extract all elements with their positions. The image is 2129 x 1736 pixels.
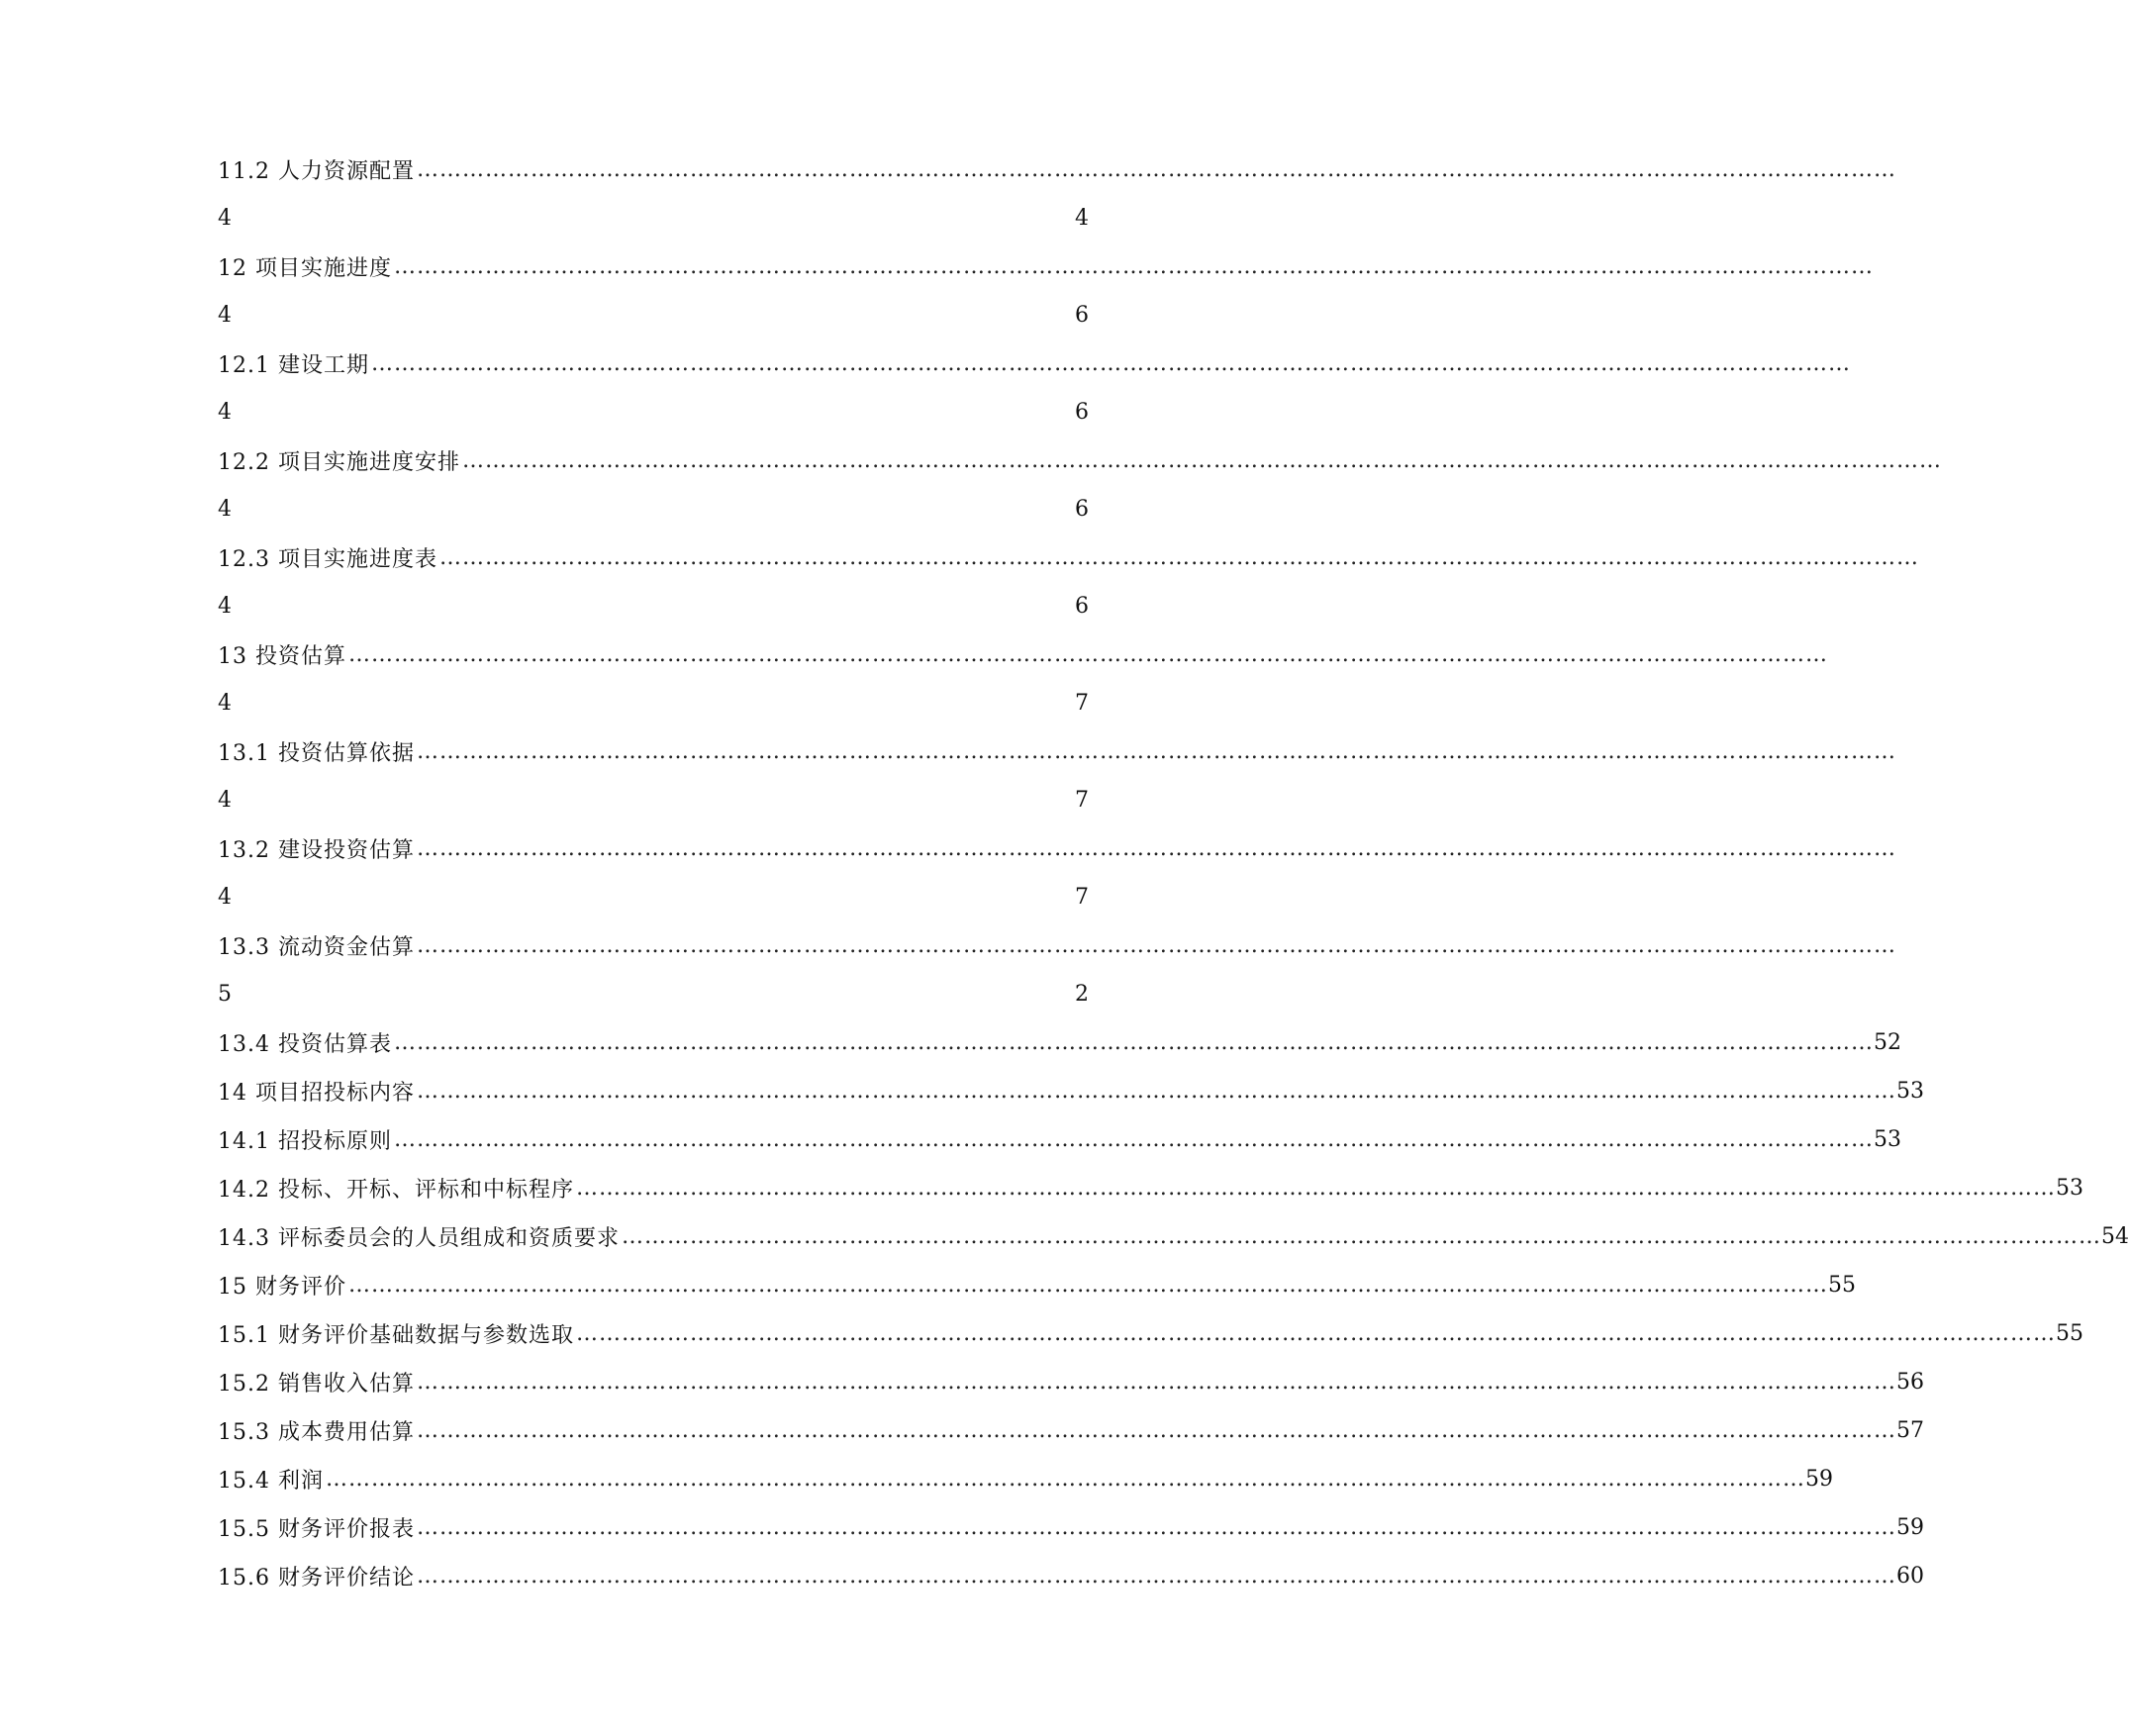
toc-page-digit-left: 4 (218, 594, 232, 619)
toc-page-digit-left: 4 (218, 497, 232, 522)
toc-leader: …………………………………………………………………………………………………………………………………………………………………………… (438, 545, 1919, 570)
toc-title: 13.1 投资估算依据 (218, 741, 415, 766)
toc-page-digit-right: 6 (1075, 497, 1089, 522)
toc-page-number-row (218, 291, 1089, 339)
toc-entry[interactable] (218, 1358, 1924, 1406)
toc-entry-title[interactable] (218, 921, 1896, 970)
toc-leader: …………………………………………………………………………………………………………………………………………………………………………… (417, 1079, 1896, 1104)
toc-title: 12.1 建设工期 (218, 353, 369, 378)
toc-page-number-row (218, 873, 1089, 921)
toc-page-number-row (218, 582, 1089, 630)
toc-entry[interactable] (218, 1309, 2083, 1358)
toc-title: 13.2 建设投资估算 (218, 838, 415, 863)
toc-leader: …………………………………………………………………………………………………………………………………………………………………………… (370, 351, 1851, 376)
toc-page-number: 54 (2100, 1224, 2129, 1249)
toc-page-digit-left: 4 (218, 206, 232, 231)
toc-page-digit-right: 4 (1075, 206, 1089, 231)
toc-entry[interactable] (218, 1552, 1924, 1600)
toc-leader: …………………………………………………………………………………………………………………………………………………………………………… (575, 1176, 2056, 1201)
toc-leader: …………………………………………………………………………………………………………………………………………………………………………… (348, 1273, 1828, 1298)
toc-page-number-row (218, 194, 1089, 242)
toc-leader: …………………………………………………………………………………………………………………………………………………………………………… (575, 1321, 2056, 1346)
toc-entry-title[interactable] (218, 242, 1874, 291)
toc-page-digit-left: 4 (218, 788, 232, 813)
toc-leader: …………………………………………………………………………………………………………………………………………………………………………… (416, 1418, 1896, 1443)
toc-page-digit-left: 4 (218, 885, 232, 910)
toc-page-number: 55 (1828, 1273, 1856, 1298)
toc-title: 15.6 财务评价结论 (218, 1566, 415, 1591)
toc-entry-title[interactable] (218, 824, 1896, 873)
toc-title: 14.2 投标、开标、评标和中标程序 (218, 1178, 574, 1203)
toc-page-number: 57 (1895, 1418, 1924, 1443)
toc-page-number: 55 (2055, 1321, 2083, 1346)
toc-leader: …………………………………………………………………………………………………………………………………………………………………………… (393, 1030, 1874, 1055)
toc-title: 12.2 项目实施进度安排 (218, 450, 460, 475)
toc-entry[interactable] (218, 1164, 2083, 1212)
toc-page-number: 53 (1873, 1127, 1901, 1152)
toc-leader: …………………………………………………………………………………………………………………………………………………………………………… (461, 448, 1942, 473)
toc-leader: …………………………………………………………………………………………………………………………………………………………………………… (393, 1127, 1874, 1152)
toc-page-number: 53 (1896, 1079, 1924, 1104)
toc-entry[interactable] (218, 1261, 1856, 1309)
toc-title: 11.2 人力资源配置 (218, 159, 415, 184)
toc-leader: …………………………………………………………………………………………………………………………………………………………………………… (416, 836, 1896, 861)
toc-page-digit-left: 4 (218, 691, 232, 716)
toc-entry[interactable] (218, 1406, 1924, 1455)
toc-page-number-row (218, 776, 1089, 824)
toc-title: 15.4 利润 (218, 1469, 324, 1494)
toc-title: 15.5 财务评价报表 (218, 1517, 415, 1542)
toc-entry[interactable] (218, 1115, 1901, 1164)
toc-entry[interactable] (218, 1067, 1924, 1115)
toc-title: 15.3 成本费用估算 (218, 1420, 415, 1445)
toc-leader: …………………………………………………………………………………………………………………………………………………………………………… (621, 1224, 2101, 1249)
toc-page-digit-right: 2 (1075, 982, 1089, 1007)
toc-entry[interactable] (218, 1018, 1901, 1067)
toc-page-digit-left: 4 (218, 400, 232, 425)
toc-entry-title[interactable] (218, 145, 1896, 194)
toc-page-digit-right: 7 (1075, 788, 1089, 813)
toc-page-number-row (218, 679, 1089, 727)
toc-page-digit-right: 6 (1075, 594, 1089, 619)
toc-entry-title[interactable] (218, 727, 1896, 776)
table-of-contents (218, 145, 2129, 1600)
toc-page-number: 56 (1895, 1370, 1924, 1395)
toc-page-number: 59 (1804, 1467, 1833, 1492)
toc-entry[interactable] (218, 1212, 2129, 1261)
toc-page-digit-right: 6 (1075, 303, 1089, 328)
toc-title: 15.2 销售收入估算 (218, 1372, 415, 1397)
toc-leader: …………………………………………………………………………………………………………………………………………………………………………… (348, 642, 1828, 667)
toc-page-digit-left: 4 (218, 303, 232, 328)
toc-leader: …………………………………………………………………………………………………………………………………………………………………………… (416, 933, 1896, 958)
toc-page-number-row (218, 970, 1089, 1018)
toc-entry[interactable] (218, 1455, 1833, 1503)
toc-title: 13 投资估算 (218, 644, 346, 669)
toc-title: 15.1 财务评价基础数据与参数选取 (218, 1323, 574, 1348)
toc-leader: …………………………………………………………………………………………………………………………………………………………………………… (416, 739, 1896, 764)
toc-title: 12.3 项目实施进度表 (218, 547, 437, 572)
toc-entry[interactable] (218, 1503, 1924, 1552)
toc-title: 13.3 流动资金估算 (218, 935, 415, 960)
toc-leader: …………………………………………………………………………………………………………………………………………………………………………… (416, 1564, 1896, 1589)
toc-page-number: 52 (1873, 1030, 1901, 1055)
toc-title: 14.1 招投标原则 (218, 1129, 392, 1154)
toc-entry-title[interactable] (218, 436, 1942, 485)
toc-page-number: 53 (2055, 1176, 2083, 1201)
toc-page-number: 60 (1895, 1564, 1924, 1589)
toc-page-digit-right: 6 (1075, 400, 1089, 425)
toc-leader: …………………………………………………………………………………………………………………………………………………………………………… (325, 1467, 1805, 1492)
toc-page-number: 59 (1895, 1515, 1924, 1540)
toc-entry-title[interactable] (218, 630, 1828, 679)
toc-page-digit-left: 5 (218, 982, 232, 1007)
toc-leader: …………………………………………………………………………………………………………………………………………………………………………… (416, 1370, 1896, 1395)
toc-title: 14 项目招投标内容 (218, 1081, 415, 1106)
toc-title: 12 项目实施进度 (218, 256, 392, 281)
toc-page-digit-right: 7 (1075, 885, 1089, 910)
toc-page-digit-right: 7 (1075, 691, 1089, 716)
toc-entry-title[interactable] (218, 533, 1919, 582)
toc-page-number-row (218, 485, 1089, 533)
toc-title: 13.4 投资估算表 (218, 1032, 392, 1057)
toc-leader: …………………………………………………………………………………………………………………………………………………………………………… (416, 1515, 1896, 1540)
toc-page-number-row (218, 388, 1089, 436)
toc-title: 14.3 评标委员会的人员组成和资质要求 (218, 1226, 620, 1251)
toc-leader: …………………………………………………………………………………………………………………………………………………………………………… (394, 254, 1874, 279)
toc-leader: …………………………………………………………………………………………………………………………………………………………………………… (416, 157, 1896, 182)
toc-title: 15 财务评价 (218, 1275, 346, 1300)
toc-entry-title[interactable] (218, 339, 1851, 388)
